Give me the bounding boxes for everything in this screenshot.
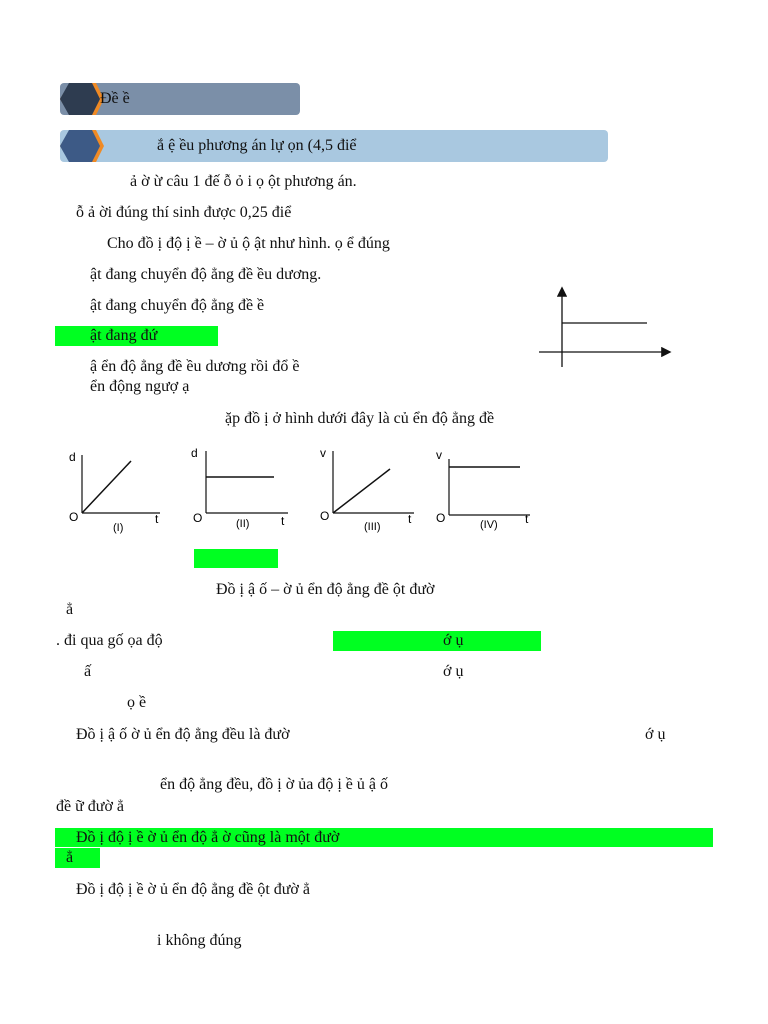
answer-highlight <box>333 631 541 651</box>
section-banner-1 <box>60 83 300 115</box>
q4-line-1-part-1: Đồ ị ậ ố ờ ủ ển độ ẳng đều là đườ <box>76 726 290 743</box>
graph-1-caption: (I) <box>113 522 124 534</box>
q4-line-1-part-2: ớ ụ <box>645 726 666 743</box>
graph-3-line <box>333 469 390 513</box>
q2-graph-4 <box>432 445 532 535</box>
q1-stem: Cho đồ ị độ ị ề – ờ ủ ộ ật như hình. ọ ể đúng <box>107 235 390 252</box>
section-heading-1: Đề ề <box>100 90 130 107</box>
banner-hexagon-icon <box>60 83 104 115</box>
graph-2-y-label: d <box>191 446 198 460</box>
section-heading-2: ắ ệ ều phương án lự ọn (4,5 điể <box>157 137 357 154</box>
intro-line-2: ỗ ả ời đúng thí sinh được 0,25 điể <box>76 204 292 221</box>
q2-graph-3 <box>318 445 418 535</box>
q3-option-b: ớ ụ <box>443 632 464 649</box>
graph-3-origin: O <box>320 509 330 523</box>
q1-option-a: ật đang chuyển độ ẳng đề ều dương. <box>90 266 322 283</box>
intro-line-1: ả ờ ừ câu 1 đế ỗ ỏ i ọ ột phương án. <box>130 173 357 190</box>
q2-graph-1 <box>65 445 165 535</box>
graph-2-x-label: t <box>281 514 285 528</box>
q1-graph <box>535 285 675 375</box>
graph-4-caption: (IV) <box>480 519 498 531</box>
graph-4-x-label: t <box>525 512 529 526</box>
section-banner-2 <box>60 130 608 162</box>
q1-option-b: ật đang chuyển độ ẳng đề ề <box>90 297 265 314</box>
answer-highlight <box>55 848 100 868</box>
q3-option-d: ọ ề <box>127 694 147 711</box>
q2-graph-2 <box>188 445 288 535</box>
q4-line-4-part-1: Đồ ị độ ị ề ờ ủ ển độ ẳ ờ cũng là một đườ <box>76 829 340 846</box>
q4-line-4-part-2: ẳ <box>66 849 74 866</box>
graph-3-x-label: t <box>408 512 412 526</box>
q4-line-2: ển độ ẳng đều, đồ ị ờ ủa độ ị ề ủ ậ ố <box>160 776 388 793</box>
graph-2-origin: O <box>193 511 203 525</box>
graph-3-caption: (III) <box>364 521 381 533</box>
graph-4-origin: O <box>436 511 446 525</box>
q3-stem-line-1: Đồ ị ậ ố – ờ ủ ển độ ẳng đề ột đườ <box>216 581 435 598</box>
banner-hexagon-icon <box>60 130 104 162</box>
q2-stem: ặp đồ ị ở hình dưới đây là củ ển độ ẳng đề <box>225 410 495 427</box>
q4-line-6: i không đúng <box>157 932 242 949</box>
q3-option-a: . đi qua gố ọa độ <box>56 632 163 649</box>
q3-stem-line-2: ẳ <box>66 601 74 618</box>
q1-option-d-line-2: ển động ngượ ạ <box>90 378 190 395</box>
graph-4-y-label: v <box>436 448 442 462</box>
graph-1-x-label: t <box>155 512 159 526</box>
graph-2-caption: (II) <box>236 518 250 530</box>
q1-option-d-line-1: ậ ển độ ẳng đề ều dương rồi đổ ề <box>90 358 300 375</box>
graph-3-y-label: v <box>320 446 326 460</box>
q3-option-c-part-2: ớ ụ <box>443 663 464 680</box>
graph-1-y-label: d <box>69 450 76 464</box>
answer-highlight <box>194 549 278 568</box>
graph-1-origin: O <box>69 510 79 524</box>
q4-line-3: đề ữ đườ ẳ <box>56 798 125 815</box>
q1-option-c: ật đang đứ <box>90 327 158 344</box>
q4-line-5: Đồ ị độ ị ề ờ ủ ển độ ẳng đề ột đườ ẳ <box>76 881 310 898</box>
q3-option-c-part-1: ấ <box>84 663 92 680</box>
graph-1-line <box>82 461 131 513</box>
